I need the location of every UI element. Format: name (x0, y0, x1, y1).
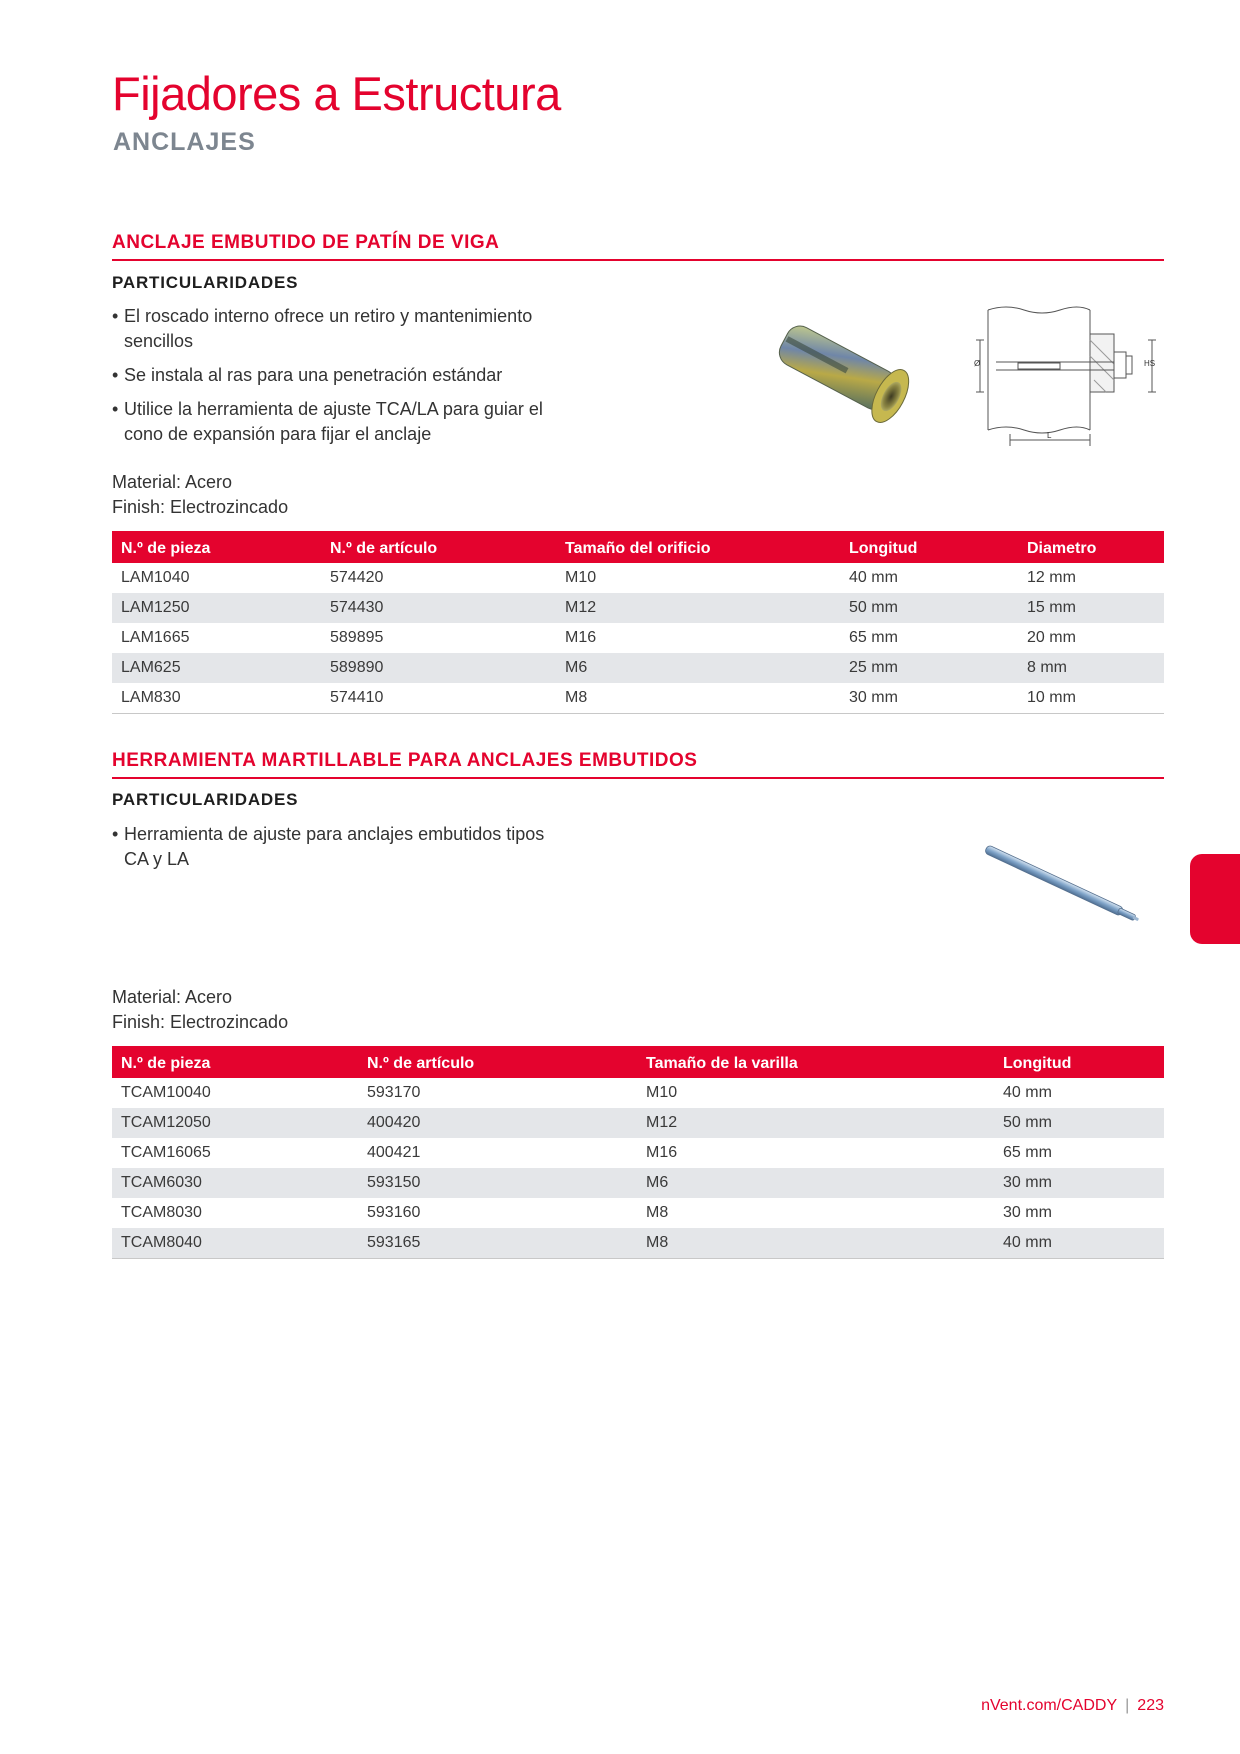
table-cell: M6 (637, 1168, 994, 1198)
chapter-tab-marker (1190, 854, 1240, 944)
finish-text: Finish: Electrozincado (112, 1012, 289, 1032)
table-cell: 65 mm (849, 629, 898, 646)
table-cell: 400420 (358, 1108, 637, 1138)
table-row (112, 563, 1164, 593)
table-cell: 50 mm (994, 1108, 1164, 1138)
table-cell: M8 (556, 683, 840, 713)
anchor-installation-diagram (966, 300, 1166, 450)
page-title: Fijadores a Estructura (112, 67, 561, 120)
diagram-label-diameter: Ø (974, 359, 981, 368)
diagram-label-length: L (1047, 431, 1052, 440)
anchor-product-image (766, 318, 936, 430)
column-header: N.º de pieza (112, 531, 321, 563)
diagram-label-hs: HS (1144, 359, 1156, 368)
table-row (112, 683, 1164, 713)
table-cell: TCAM6030 (112, 1168, 358, 1198)
table-cell: M10 (646, 1084, 678, 1101)
feature-item: • Utilice la herramienta de ajuste TCA/LA para guiar el cono de expansión para fijar el anclaje (112, 397, 552, 447)
table-cell: TCAM8040 (112, 1228, 358, 1258)
table-row (112, 1108, 1164, 1138)
table-cell: 593170 (367, 1084, 421, 1101)
page-subtitle: ANCLAJES (113, 128, 256, 156)
section-title-anclaje: ANCLAJE EMBUTIDO DE PATÍN DE VIGA (112, 232, 500, 253)
table-cell: M12 (637, 1108, 994, 1138)
table-cell: 40 mm (1003, 1084, 1052, 1101)
table-cell: TCAM8030 (121, 1204, 202, 1221)
features-heading: PARTICULARIDADES (112, 790, 299, 809)
column-header: N.º de artículo (321, 531, 556, 563)
feature-item: • Se instala al ras para una penetración estándar (112, 363, 552, 388)
table-row (112, 623, 1164, 653)
table-cell: 593165 (358, 1228, 637, 1258)
material-info (112, 985, 288, 1035)
setting-tool-image (980, 840, 1150, 940)
table-cell: 589895 (330, 629, 384, 646)
material-info (112, 470, 288, 520)
table-cell: 8 mm (1018, 653, 1164, 683)
feature-item: • El roscado interno ofrece un retiro y mantenimiento sencillos (112, 304, 552, 354)
page-number: 223 (1137, 1697, 1164, 1714)
features-list (112, 822, 552, 881)
table-row (112, 1198, 1164, 1228)
table-cell: 593150 (358, 1168, 637, 1198)
table-cell: 574430 (321, 593, 556, 623)
table-cell: 15 mm (1018, 593, 1164, 623)
table-cell: M6 (556, 653, 840, 683)
table-cell: 400421 (367, 1144, 421, 1161)
table-cell: 589890 (321, 653, 556, 683)
features-heading: PARTICULARIDADES (112, 273, 299, 292)
table-cell: LAM1040 (121, 569, 190, 586)
material-text: Material: Acero (112, 987, 233, 1007)
column-header: Longitud (840, 531, 1018, 563)
table-cell: M16 (646, 1144, 678, 1161)
table-cell: 30 mm (1003, 1204, 1052, 1221)
page-footer (981, 1697, 1164, 1715)
table-row (112, 653, 1164, 683)
column-header: Tamaño de la varilla (637, 1046, 994, 1078)
footer-site-link[interactable]: nVent.com/CADDY (981, 1697, 1118, 1714)
section-title-herramienta: HERRAMIENTA MARTILLABLE PARA ANCLAJES EMBUTIDOS (112, 750, 698, 771)
table-cell: 25 mm (840, 653, 1018, 683)
table-cell: M16 (565, 629, 597, 646)
column-header: Longitud (994, 1046, 1164, 1078)
table-cell: 30 mm (840, 683, 1018, 713)
table-cell: 20 mm (1027, 629, 1076, 646)
table-cell: LAM830 (112, 683, 321, 713)
tool-spec-table (112, 1046, 1164, 1259)
table-row (112, 593, 1164, 623)
table-cell: LAM1250 (112, 593, 321, 623)
column-header: N.º de artículo (358, 1046, 637, 1078)
table-cell: LAM1665 (121, 629, 190, 646)
table-cell: 40 mm (849, 569, 898, 586)
material-text: Material: Acero (112, 472, 233, 492)
table-cell: 593160 (367, 1204, 421, 1221)
footer-separator: | (1125, 1697, 1130, 1714)
table-cell: 30 mm (994, 1168, 1164, 1198)
table-cell: TCAM16065 (121, 1144, 211, 1161)
table-cell: M8 (646, 1204, 669, 1221)
table-header-row (112, 1046, 1164, 1078)
table-header-row (112, 531, 1164, 563)
anchor-spec-table (112, 531, 1164, 714)
table-cell: M8 (637, 1228, 994, 1258)
table-cell: 12 mm (1027, 569, 1076, 586)
table-cell: TCAM10040 (121, 1084, 211, 1101)
table-cell: M10 (565, 569, 597, 586)
table-row (112, 1078, 1164, 1108)
features-list (112, 304, 552, 456)
section-divider (112, 777, 1164, 779)
table-cell: 574420 (330, 569, 384, 586)
finish-text: Finish: Electrozincado (112, 497, 289, 517)
table-cell: 10 mm (1018, 683, 1164, 713)
table-row (112, 1168, 1164, 1198)
table-row (112, 1138, 1164, 1168)
column-header: Tamaño del orificio (556, 531, 840, 563)
table-cell: 50 mm (840, 593, 1018, 623)
table-cell: LAM625 (112, 653, 321, 683)
section-divider (112, 259, 1164, 261)
table-cell: 574410 (321, 683, 556, 713)
column-header: Diametro (1018, 531, 1164, 563)
table-cell: TCAM12050 (112, 1108, 358, 1138)
table-cell: 65 mm (1003, 1144, 1052, 1161)
table-row (112, 1228, 1164, 1258)
feature-item: • Herramienta de ajuste para anclajes embutidos tipos CA y LA (112, 822, 552, 872)
table-cell: M12 (556, 593, 840, 623)
table-cell: 40 mm (994, 1228, 1164, 1258)
column-header: N.º de pieza (112, 1046, 358, 1078)
